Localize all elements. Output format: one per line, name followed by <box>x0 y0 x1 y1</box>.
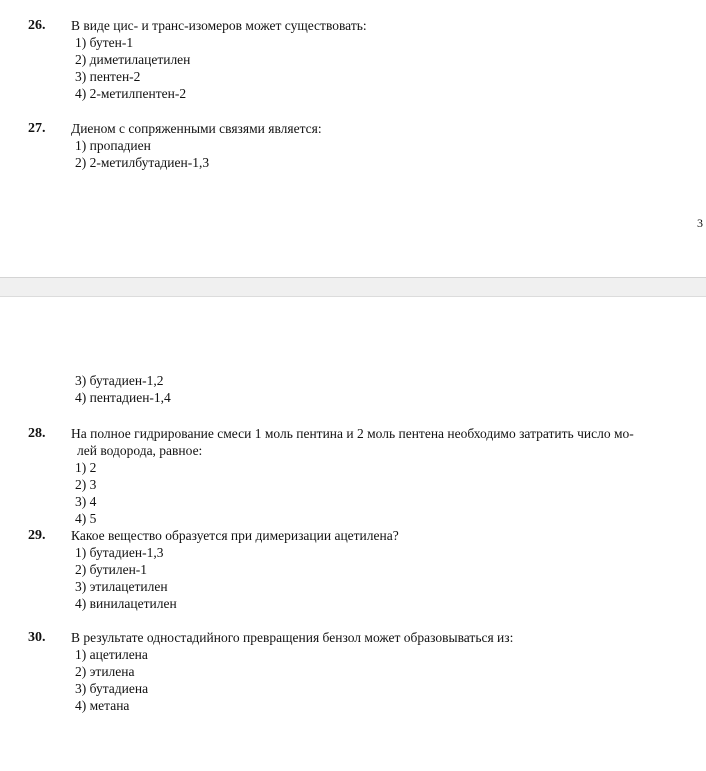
question-number: 26. <box>28 18 46 33</box>
answer-option: 2) 3 <box>75 477 97 492</box>
answer-option: 4) винилацетилен <box>75 596 177 611</box>
question-number: 27. <box>28 121 46 136</box>
answer-option: 2) 2-метилбутадиен-1,3 <box>75 155 210 170</box>
answer-option: 1) бутадиен-1,3 <box>75 545 164 560</box>
answer-option: 2) бутилен-1 <box>75 562 148 577</box>
question-number: 30. <box>28 630 46 645</box>
question-text: Какое вещество образуется при димеризации ацетилена? <box>71 528 399 543</box>
page-3 <box>0 0 706 277</box>
page-4 <box>0 297 706 771</box>
answer-option: 4) пентадиен-1,4 <box>75 390 171 405</box>
page-number: 3 <box>697 216 703 230</box>
question-number: 28. <box>28 426 46 441</box>
answer-option: 1) ацетилена <box>75 647 148 662</box>
answer-options <box>75 137 209 171</box>
answer-option: 3) бутадиен-1,2 <box>75 373 164 388</box>
answer-option: 3) 4 <box>75 494 97 509</box>
page-separator <box>0 277 706 297</box>
answer-options <box>75 646 148 714</box>
answer-option: 1) пропадиен <box>75 138 151 153</box>
answer-option: 2) этилена <box>75 664 135 679</box>
question-text: Диеном с сопряженными связями является: <box>71 121 322 136</box>
question-number: 29. <box>28 528 46 543</box>
answer-options <box>75 544 177 612</box>
question-text: В результате одностадийного превращения бензол может образовываться из: <box>71 630 514 645</box>
answer-options <box>75 34 190 102</box>
question-text: В виде цис- и транс-изомеров может существовать: <box>71 18 367 33</box>
question-text: На полное гидрирование смеси 1 моль пентина и 2 моль пентена необходимо затратить число мо- <box>71 426 634 441</box>
answer-options <box>75 459 96 527</box>
question-text-continued: лей водорода, равное: <box>77 443 203 458</box>
answer-option: 3) этилацетилен <box>75 579 168 594</box>
answer-option: 4) 2-метилпентен-2 <box>75 86 187 101</box>
answer-option: 1) бутен-1 <box>75 35 134 50</box>
answer-option: 4) 5 <box>75 511 97 526</box>
answer-option: 4) метана <box>75 698 130 713</box>
answer-option: 2) диметилацетилен <box>75 52 191 67</box>
answer-option: 3) бутадиена <box>75 681 149 696</box>
answer-option: 3) пентен-2 <box>75 69 141 84</box>
continued-answer-options <box>75 372 171 406</box>
answer-option: 1) 2 <box>75 460 97 475</box>
